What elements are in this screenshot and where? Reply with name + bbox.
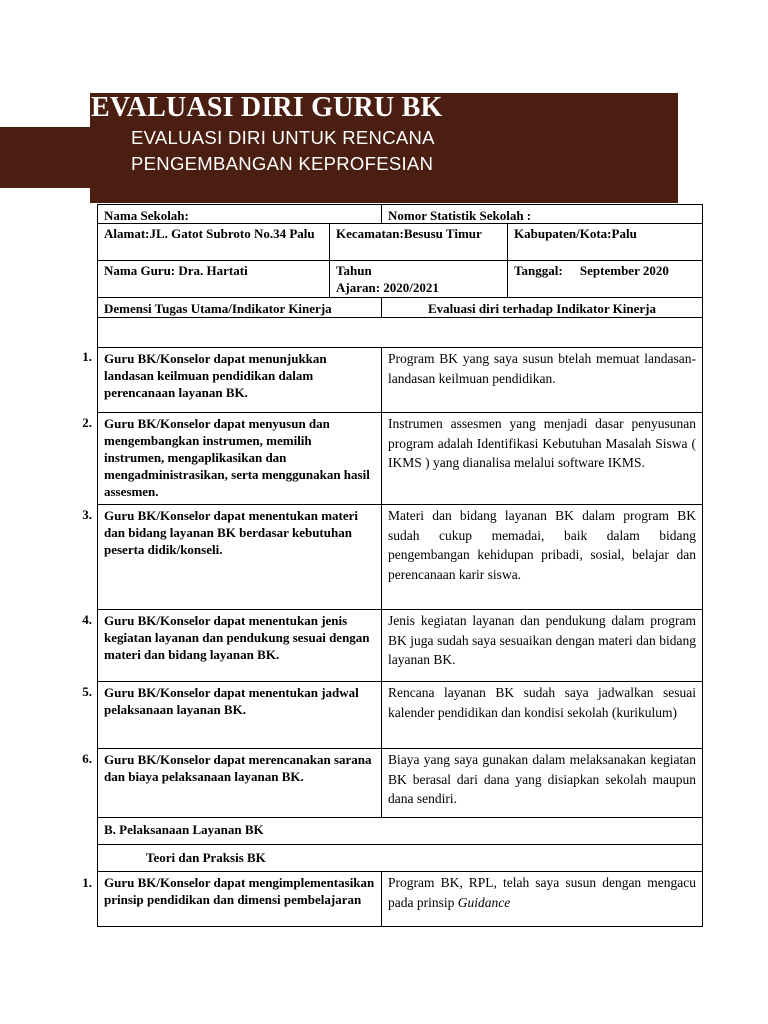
evaluation-cell: Jenis kegiatan layanan dan pendukung dalam program BK juga sudah saya sesuaikan dengan materi dan bidang layanan BK. <box>381 609 703 682</box>
row-number: 2. <box>82 415 92 430</box>
school-statistic-number-cell: Nomor Statistik Sekolah : <box>381 204 703 224</box>
row-number: 3. <box>82 507 92 522</box>
school-name-cell: Nama Sekolah: <box>97 204 382 224</box>
date-label: Tanggal: <box>514 263 563 278</box>
evaluation-cell: Materi dan bidang layanan BK dalam program BK sudah cukup memadai, baik dalam bidang pengembangan kehidupan pribadi, sosial, belajar dan perencanaan karir siswa. <box>381 504 703 610</box>
evaluation-italic-term: Guidance <box>457 894 511 910</box>
address-cell: Alamat:JL. Gatot Subroto No.34 Palu <box>97 223 330 261</box>
indicator-cell: Guru BK/Konselor dapat merencanakan sarana dan biaya pelaksanaan layanan BK. <box>97 748 382 818</box>
evaluation-cell <box>381 871 703 927</box>
row-number: 1. <box>82 349 92 364</box>
teacher-name-cell: Nama Guru: Dra. Hartati <box>97 260 330 298</box>
district-cell: Kecamatan:Besusu Timur <box>329 223 508 261</box>
academic-year-label: Tahun <box>336 263 372 278</box>
section-b-subtitle: Teori dan Praksis BK <box>97 844 703 872</box>
indicator-cell: Guru BK/Konselor dapat menentukan jadwal pelaksanaan layanan BK. <box>97 681 382 749</box>
row-number: 6. <box>82 751 92 766</box>
row-number: 1. <box>82 875 92 890</box>
academic-year-value: Ajaran: 2020/2021 <box>336 280 439 295</box>
column-header-evaluation: Evaluasi diri terhadap Indikator Kinerja <box>381 297 703 318</box>
section-b-title: B. Pelaksanaan Layanan BK <box>97 817 703 845</box>
date-value: September 2020 <box>579 263 669 278</box>
section-a-blank-row <box>97 317 703 348</box>
date-cell <box>507 260 703 298</box>
indicator-cell: Guru BK/Konselor dapat menentukan jenis kegiatan layanan dan pendukung sesuai dengan materi dan bidang layanan BK. <box>97 609 382 682</box>
academic-year-cell <box>329 260 508 298</box>
title-banner-left-extension <box>0 127 92 188</box>
page-title: EVALUASI DIRI GURU BK <box>91 92 443 123</box>
subtitle-line-1: EVALUASI DIRI UNTUK RENCANA <box>131 127 435 148</box>
evaluation-cell: Program BK yang saya susun btelah memuat landasan-landasan keilmuan pendidikan. <box>381 347 703 413</box>
page-subtitle <box>131 125 651 177</box>
row-number: 5. <box>82 684 92 699</box>
row-number: 4. <box>82 612 92 627</box>
indicator-cell: Guru BK/Konselor dapat menentukan materi dan bidang layanan BK berdasar kebutuhan peserta didik/konseli. <box>97 504 382 610</box>
evaluation-cell: Rencana layanan BK sudah saya jadwalkan sesuai kalender pendidikan dan kondisi sekolah (kurikulum) <box>381 681 703 749</box>
column-header-indicator: Demensi Tugas Utama/Indikator Kinerja <box>97 297 382 318</box>
evaluation-text: Program BK, RPL, telah saya susun dengan mengacu pada prinsip <box>388 875 696 910</box>
evaluation-cell: Instrumen assesmen yang menjadi dasar penyusunan program adalah Identifikasi Kebutuhan Masalah Siswa ( IKMS ) yang dianalisa melalui software IKMS. <box>381 412 703 505</box>
indicator-cell: Guru BK/Konselor dapat menunjukkan landasan keilmuan pendidikan dalam perencanaan layanan BK. <box>97 347 382 413</box>
indicator-cell: Guru BK/Konselor dapat menyusun dan mengembangkan instrumen, memilih instrumen, mengaplikasikan dan mengadministrasikan, serta menggunakan hasil assesmen. <box>97 412 382 505</box>
indicator-cell: Guru BK/Konselor dapat mengimplementasikan prinsip pendidikan dan dimensi pembelajaran <box>97 871 382 927</box>
city-cell: Kabupaten/Kota:Palu <box>507 223 703 261</box>
subtitle-line-2: PENGEMBANGAN KEPROFESIAN <box>131 153 434 174</box>
evaluation-cell: Biaya yang saya gunakan dalam melaksanakan kegiatan BK berasal dari dana yang disiapkan sekolah maupun dana sendiri. <box>381 748 703 818</box>
